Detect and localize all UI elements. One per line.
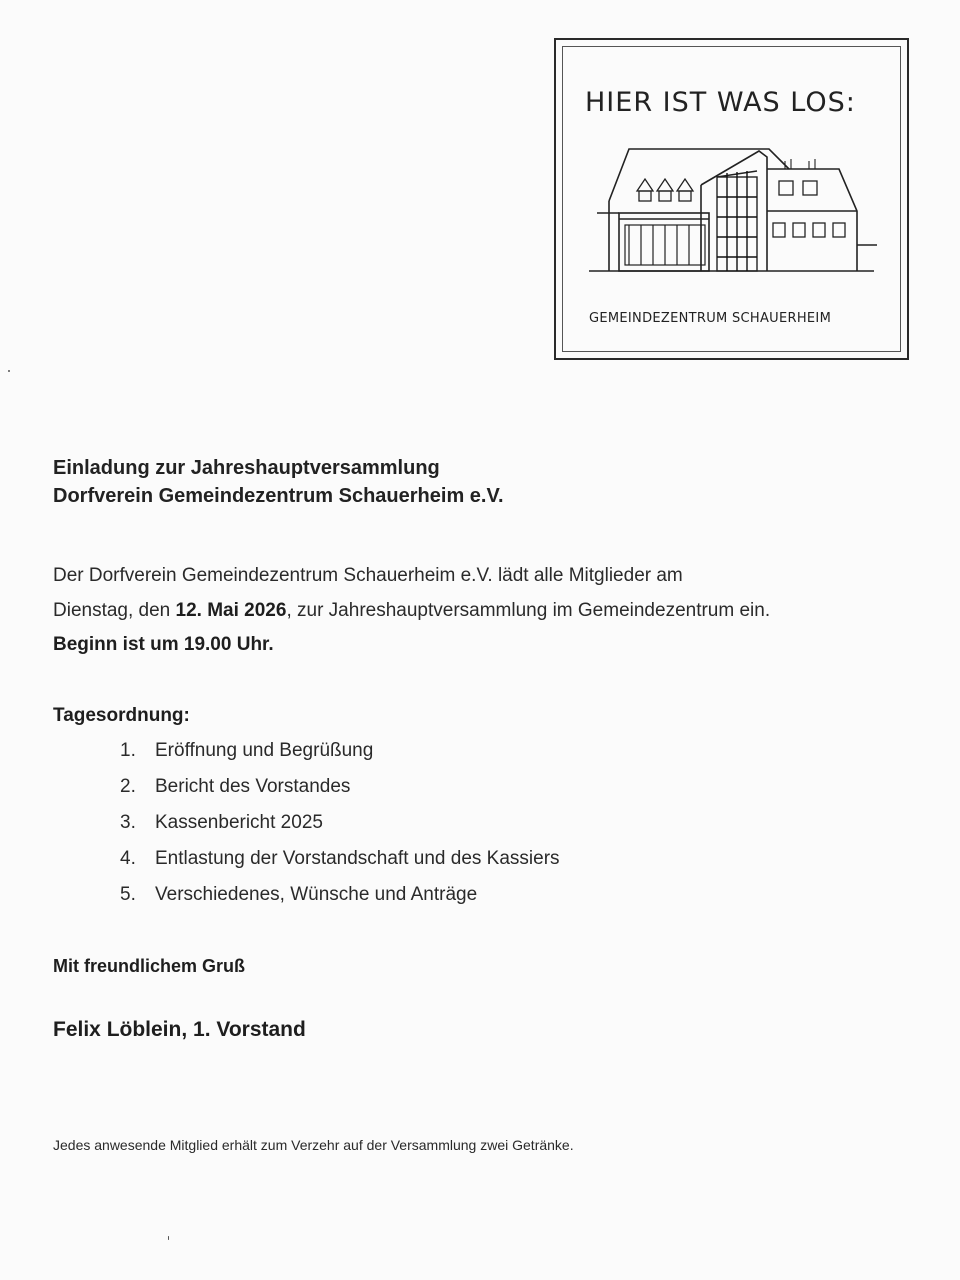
community-center-building-drawing — [589, 141, 879, 281]
agenda-item-text: Kassenbericht 2025 — [155, 812, 323, 833]
signature: Felix Löblein, 1. Vorstand — [53, 1018, 306, 1041]
start-time: Beginn ist um 19.00 Uhr. — [53, 634, 274, 655]
agenda-heading: Tagesordnung: — [53, 705, 190, 726]
agenda-item — [120, 884, 560, 920]
invitation-text-line-1: Der Dorfverein Gemeindezentrum Schauerheim e.V. lädt alle Mitglieder am — [53, 565, 683, 586]
agenda-item-text: Verschiedenes, Wünsche und Anträge — [155, 884, 478, 905]
agenda-item-number: 1. — [120, 740, 136, 761]
meeting-day-text: Dienstag, den — [53, 600, 176, 621]
agenda-item-text: Entlastung der Vorstandschaft und des Kassiers — [155, 848, 560, 869]
invitation-text-line-2 — [53, 600, 770, 622]
agenda-item — [120, 848, 560, 884]
agenda-item — [120, 740, 560, 776]
logo-inner-frame — [562, 46, 901, 352]
document-title: Einladung zur Jahreshauptversammlung — [53, 457, 440, 479]
scan-speck — [168, 1236, 169, 1240]
agenda-item-text: Bericht des Vorstandes — [155, 776, 351, 797]
organization-name: Dorfverein Gemeindezentrum Schauerheim e.V. — [53, 485, 504, 507]
agenda-item-text: Eröffnung und Begrüßung — [155, 740, 374, 761]
footnote: Jedes anwesende Mitglied erhält zum Verzehr auf der Versammlung zwei Getränke. — [53, 1137, 574, 1153]
logo-caption: GEMEINDEZENTRUM SCHAUERHEIM — [589, 311, 832, 326]
agenda-item — [120, 776, 560, 812]
closing-greeting: Mit freundlichem Gruß — [53, 956, 246, 976]
meeting-location-text: , zur Jahreshauptversammlung im Gemeindezentrum ein. — [286, 600, 771, 621]
logo-title: HIER IST WAS LOS: — [585, 87, 856, 118]
scan-speck — [8, 370, 10, 372]
agenda-item-number: 4. — [120, 848, 136, 869]
agenda-item-number: 2. — [120, 776, 136, 797]
agenda-list — [120, 740, 560, 920]
meeting-date: 12. Mai 2026 — [175, 600, 287, 621]
agenda-item-number: 5. — [120, 884, 136, 905]
agenda-item-number: 3. — [120, 812, 136, 833]
community-center-logo — [554, 38, 909, 360]
agenda-item — [120, 812, 560, 848]
